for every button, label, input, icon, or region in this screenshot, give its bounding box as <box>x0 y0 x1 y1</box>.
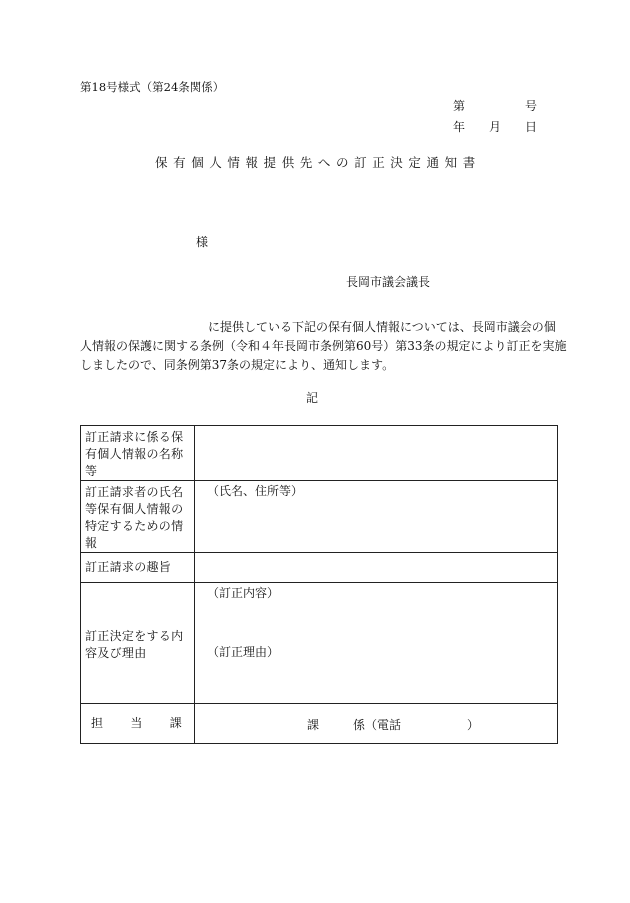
corrected-content-label: （訂正内容） <box>207 586 280 600</box>
document-title: 保有個人情報提供先への訂正決定通知書 <box>155 155 481 170</box>
details-table <box>80 425 558 744</box>
charge-close-paren: ） <box>467 717 480 732</box>
row-label-info-name: 訂正請求に係る保有個人情報の名称等 <box>81 426 195 481</box>
row-label-charge <box>81 704 195 744</box>
notice-body-line: に提供している下記の保有個人情報については、長岡市議会の個 <box>208 320 556 334</box>
notice-body-line: しましたので、同条例第37条の規定により、通知します。 <box>80 358 395 372</box>
row-value-requester: （氏名、住所等） <box>195 481 558 553</box>
table-row <box>81 583 558 704</box>
table-row <box>81 704 558 744</box>
row-value-charge <box>195 704 558 744</box>
row-value-info-name <box>195 426 558 481</box>
sender-name: 長岡市議会議長 <box>346 275 431 289</box>
date-day-label: 日 <box>525 120 538 134</box>
recipient-honorific: 様 <box>196 235 209 249</box>
row-value-purpose <box>195 553 558 583</box>
document-number-label: 第 <box>453 99 466 113</box>
date-year-label: 年 <box>453 120 466 134</box>
table-row <box>81 426 558 481</box>
row-label-purpose: 訂正請求の趣旨 <box>81 553 195 583</box>
table-row <box>81 553 558 583</box>
row-label-requester: 訂正請求者の氏名等保有個人情報の特定するための情報 <box>81 481 195 553</box>
charge-label-char: 担 <box>91 716 104 730</box>
row-label-decision: 訂正決定をする内容及び理由 <box>81 583 195 704</box>
notice-body-line: 人情報の保護に関する条例（令和４年長岡市条例第60号）第33条の規定により訂正を実施 <box>80 339 567 353</box>
date-month-label: 月 <box>489 120 502 134</box>
table-row <box>81 481 558 553</box>
row-value-decision <box>195 583 558 704</box>
charge-section: 課 <box>307 717 320 732</box>
charge-label-char: 当 <box>130 716 143 730</box>
charge-subsection-phone: 係（電話 <box>353 717 402 732</box>
document-number-suffix: 号 <box>525 99 538 113</box>
notice-body <box>80 318 567 375</box>
charge-label-char: 課 <box>169 716 182 730</box>
ki-marker: 記 <box>306 391 319 405</box>
form-number: 第18号様式（第24条関係） <box>80 80 225 94</box>
corrected-reason-label: （訂正理由） <box>207 645 280 659</box>
